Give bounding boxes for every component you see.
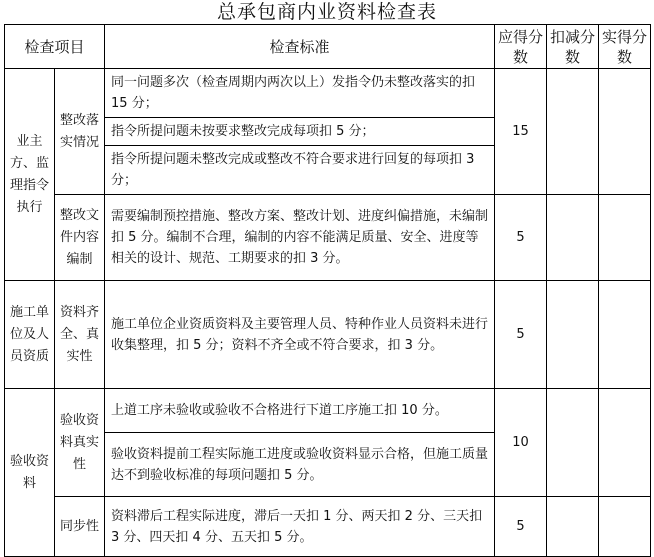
actual-cell[interactable] [599,497,651,557]
score-cell: 5 [495,497,547,557]
criteria-cell: 资料滞后工程实际进度，滞后一天扣 1 分、两天扣 2 分、三天扣 3 分、四天扣 4 分、五天扣 5 分。 [105,497,495,557]
actual-cell[interactable] [599,195,651,281]
subitem-cell: 同步性 [55,497,105,557]
table-row [5,195,651,281]
header-item: 检查项目 [5,25,105,69]
table-row [5,69,651,118]
header-actual: 实得分数 [599,25,651,69]
header-standard: 检查标准 [105,25,495,69]
subitem-cell: 整改文件内容编制 [55,195,105,281]
category-cell: 业主方、监理指令执行 [5,69,55,281]
actual-cell[interactable] [599,281,651,389]
score-cell: 5 [495,281,547,389]
subitem-cell: 整改落实情况 [55,69,105,195]
subitem-cell: 验收资料真实性 [55,389,105,497]
criteria-cell: 指令所提问题未整改完成或整改不符合要求进行回复的每项扣 3 分； [105,146,495,195]
criteria-cell: 同一问题多次（检查周期内两次以上）发指令仍未整改落实的扣 15 分； [105,69,495,118]
header-row [5,25,651,69]
actual-cell[interactable] [599,389,651,497]
score-cell: 5 [495,195,547,281]
category-cell: 施工单位及人员资质 [5,281,55,389]
deduct-cell[interactable] [547,69,599,195]
criteria-cell: 上道工序未验收或验收不合格进行下道工序施工扣 10 分。 [105,389,495,433]
deduct-cell[interactable] [547,497,599,557]
deduct-cell[interactable] [547,389,599,497]
table-row [5,281,651,389]
deduct-cell[interactable] [547,195,599,281]
page-title: 总承包商内业资料检查表 [216,1,437,23]
category-cell: 验收资料 [5,389,55,557]
table-row [5,497,651,557]
header-deduct: 扣减分数 [547,25,599,69]
header-score: 应得分数 [495,25,547,69]
criteria-cell: 施工单位企业资质资料及主要管理人员、特种作业人员资料未进行收集整理，扣 5 分；资料不齐全或不符合要求，扣 3 分。 [105,281,495,389]
score-cell: 15 [495,69,547,195]
actual-cell[interactable] [599,69,651,195]
criteria-cell: 指令所提问题未按要求整改完成每项扣 5 分； [105,118,495,146]
score-cell: 10 [495,389,547,497]
table-row [5,389,651,433]
subitem-cell: 资料齐全、真实性 [55,281,105,389]
deduct-cell[interactable] [547,281,599,389]
inspection-table [4,24,651,557]
criteria-cell: 验收资料提前工程实际施工进度或验收资料显示合格，但施工质量达不到验收标准的每项问题扣 5 分。 [105,433,495,497]
criteria-cell: 需要编制预控措施、整改方案、整改计划、进度纠偏措施，未编制扣 5 分。编制不合理，编制的内容不能满足质量、安全、进度等相关的设计、规范、工期要求的扣 3 分。 [105,195,495,281]
